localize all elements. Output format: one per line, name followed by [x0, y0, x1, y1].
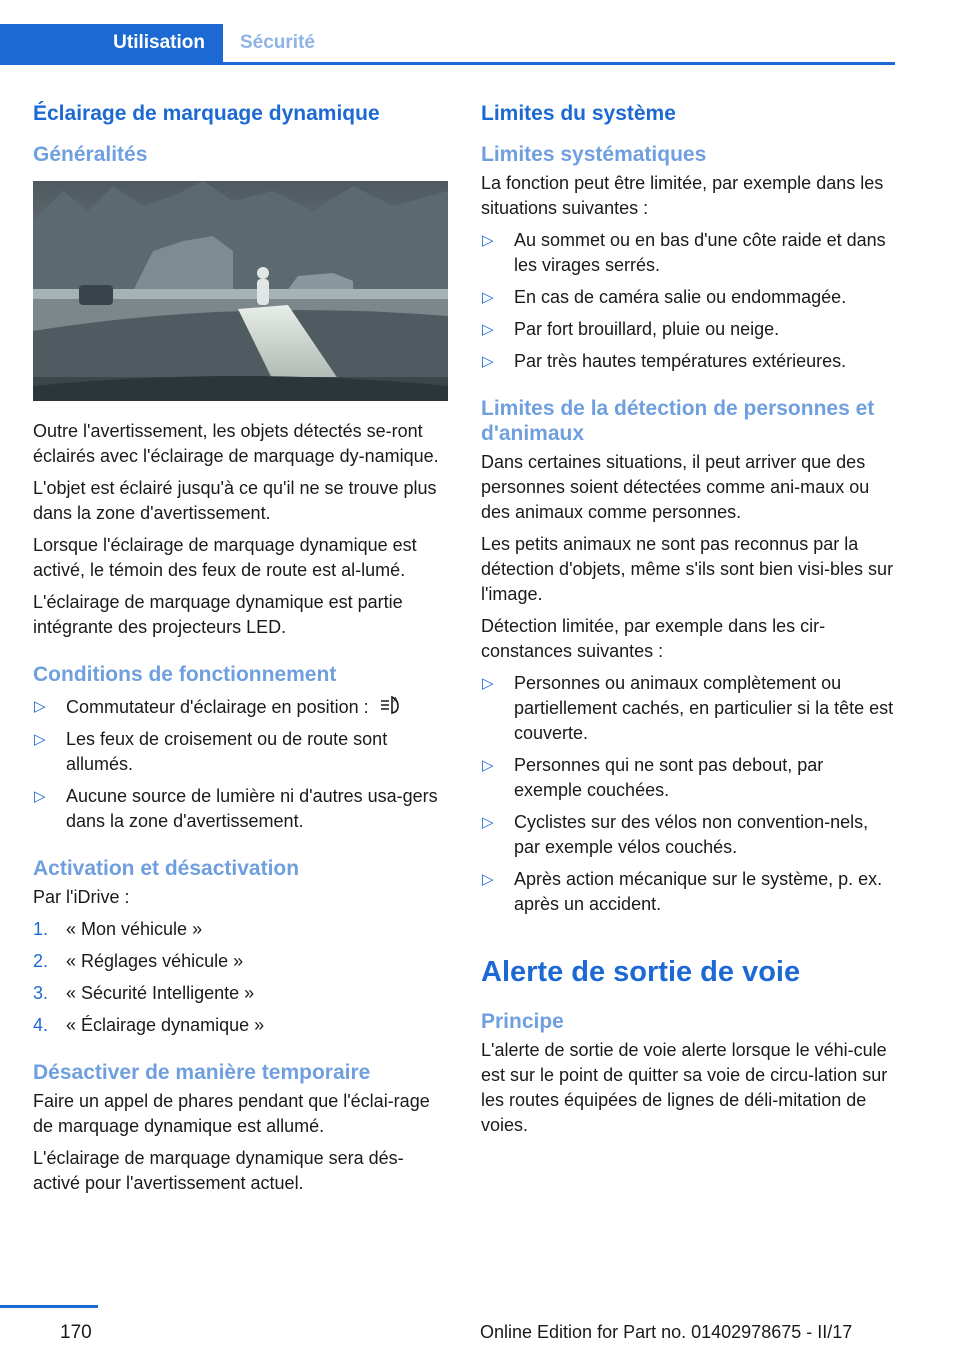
list-item: ▷ Personnes ou animaux complètement ou partiellement cachés, en particulier si la tête est couverte. — [482, 673, 894, 743]
list-item: ▷ Personnes qui ne sont pas debout, par exemple couchées. — [482, 755, 824, 800]
para-idrive: Par l'iDrive : — [33, 887, 130, 907]
triangle-bullet-icon: ▷ — [34, 731, 46, 748]
para-desactive: L'éclairage de marquage dynamique sera dés-activé pour l'avertissement actuel. — [33, 1148, 404, 1193]
para-fonction-limitee: La fonction peut être limitée, par exemple dans les situations suivantes : — [481, 173, 884, 218]
triangle-bullet-icon: ▷ — [482, 871, 494, 888]
triangle-bullet-icon: ▷ — [482, 757, 494, 774]
subtitle-limites-systematiques: Limites systématiques — [481, 143, 707, 166]
detection-limits-list — [481, 671, 896, 917]
list-item: 4. « Éclairage dynamique » — [33, 1015, 265, 1035]
system-limits-list — [481, 228, 896, 374]
list-item: ▷ En cas de caméra salie ou endommagée. — [481, 285, 896, 310]
list-item: ▷ Au sommet ou en bas d'une côte raide et dans les virages serrés. — [482, 230, 886, 275]
list-item: 1. « Mon véhicule » — [33, 919, 203, 939]
triangle-bullet-icon: ▷ — [482, 353, 494, 370]
subtitle-desactiver: Désactiver de manière temporaire — [33, 1061, 371, 1084]
auto-headlight-icon — [378, 694, 402, 716]
edition-footer: Online Edition for Part no. 01402978675 - II/17 — [480, 1322, 853, 1342]
triangle-bullet-icon: ▷ — [34, 788, 46, 805]
list-item: ▷ Cyclistes sur des vélos non convention-nels, par exemple vélos couchés. — [482, 812, 869, 857]
triangle-bullet-icon: ▷ — [34, 698, 46, 715]
list-item: ▷ Aucune source de lumière ni d'autres usa-gers dans la zone d'avertissement. — [34, 786, 438, 831]
para-avertissement: Outre l'avertissement, les objets détectés se-ront éclairés avec l'éclairage de marquage dy-namique. — [33, 421, 439, 466]
subtitle-generalites: Généralités — [33, 143, 148, 166]
triangle-bullet-icon: ▷ — [482, 675, 494, 692]
section-title-limites: Limites du système — [481, 102, 676, 125]
triangle-bullet-icon: ▷ — [482, 232, 494, 249]
subtitle-limites-detection: Limites de la détection de personnes et d'animaux — [481, 397, 875, 445]
list-item: 2. « Réglages véhicule » — [33, 951, 244, 971]
para-detection-3: Détection limitée, par exemple dans les cir-constances suivantes : — [481, 616, 826, 661]
list-item: ▷ Par fort brouillard, pluie ou neige. — [481, 317, 896, 342]
para-appel-phares: Faire un appel de phares pendant que l'éclai-rage de marquage dynamique est allumé. — [33, 1091, 430, 1136]
left-column — [33, 100, 448, 1203]
para-principe: L'alerte de sortie de voie alerte lorsque le véhi-cule est sur le point de quitter sa voie de circu-lation sur les routes équipées de lignes de déli-mitation de voies. — [481, 1040, 888, 1135]
page-number: 170 — [60, 1322, 92, 1343]
tab-securite[interactable]: Sécurité — [240, 32, 315, 53]
night-road-illustration — [33, 181, 448, 401]
list-item: 3. « Sécurité Intelligente » — [33, 983, 255, 1003]
tab-utilisation[interactable]: Utilisation — [0, 24, 223, 62]
idrive-steps — [33, 917, 448, 1038]
section-title-eclairage: Éclairage de marquage dynamique — [33, 102, 380, 125]
subtitle-activation: Activation et désactivation — [33, 857, 300, 880]
list-item: ▷ Après action mécanique sur le système, p. ex. après un accident. — [482, 869, 883, 914]
list-item: ▷ Par très hautes températures extérieures. — [481, 349, 896, 374]
triangle-bullet-icon: ▷ — [482, 321, 494, 338]
subtitle-principe: Principe — [481, 1010, 564, 1033]
triangle-bullet-icon: ▷ — [482, 814, 494, 831]
conditions-list — [33, 694, 448, 834]
para-temoin: Lorsque l'éclairage de marquage dynamique est activé, le témoin des feux de route est al-lumé. — [33, 535, 417, 580]
section-title-alerte-sortie-voie: Alerte de sortie de voie — [481, 956, 801, 988]
chapter-tabbar — [0, 24, 895, 65]
para-detection-1: Dans certaines situations, il peut arriver que des personnes soient détectées comme ani-maux ou des animaux comme personnes. — [481, 452, 870, 522]
para-projecteurs: L'éclairage de marquage dynamique est partie intégrante des projecteurs LED. — [33, 592, 403, 637]
svg-text:A: A — [392, 696, 398, 704]
para-objet-eclaire: L'objet est éclairé jusqu'à ce qu'il ne se trouve plus dans la zone d'avertissement. — [33, 478, 437, 523]
list-item: ▷ Commutateur d'éclairage en position : A — [33, 694, 448, 720]
footer-accent-line — [0, 1305, 98, 1308]
list-item: ▷ Les feux de croisement ou de route sont allumés. — [34, 729, 388, 774]
para-detection-2: Les petits animaux ne sont pas reconnus par la détection d'objets, même s'ils sont bien visi-bles sur l'image. — [481, 534, 894, 604]
subtitle-conditions: Conditions de fonctionnement — [33, 663, 337, 686]
right-column — [481, 100, 896, 1145]
triangle-bullet-icon: ▷ — [482, 289, 494, 306]
